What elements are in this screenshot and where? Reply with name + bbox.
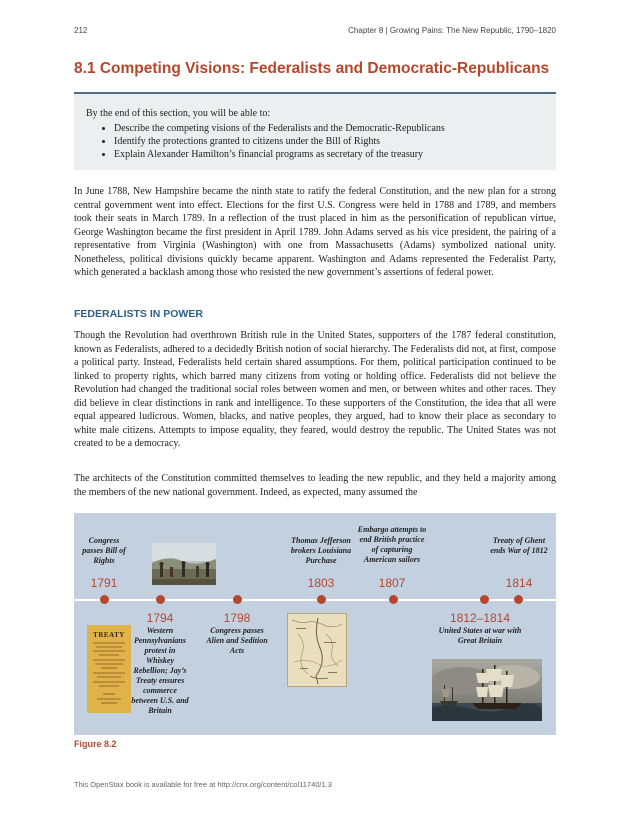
footer-note: This OpenStax book is available for free at http://cnx.org/content/col11740/1.3: [74, 780, 332, 789]
objective-item: • Explain Alexander Hamilton’s financial programs as secretary of the treasury: [114, 148, 544, 161]
event-1798-marker: [233, 595, 242, 604]
page-number: 212: [74, 26, 88, 35]
whiskey-rebellion-painting: [152, 543, 216, 585]
event-1791-text: Congress passes Bill of Rights: [82, 536, 126, 565]
objective-item: • Identify the protections granted to citizens under the Bill of Rights: [114, 135, 544, 148]
event-1798-year: 1798: [223, 611, 251, 625]
event-1807-year: 1807: [378, 576, 406, 590]
event-1794-year: 1794: [146, 611, 174, 625]
event-1798-text: Congress passes Alien and Sedition Acts: [206, 626, 268, 655]
subsection-title: FEDERALISTS IN POWER: [74, 308, 203, 320]
event-1791-year: 1791: [90, 576, 118, 590]
learning-objectives-box: [74, 92, 556, 170]
event-1814-year: 1814: [505, 576, 533, 590]
body-paragraph-2: Though the Revolution had overthrown British rule in the United States, supporters of the 1787 federal constitution, known as Federalists, adhered to a decidedly British notion of social hierarchy. The Federalists did not, at first, compose a political party. Instead, Federalists held certain shared assumptions. For them, political participation continued to be linked to property rights, which barred many citizens from voting or holding office. Federalists did not believe the Revolution had changed the traditional social roles between women and men, or between whites and other races. They did believe in clear distinctions in rank and intelligence. To these supporters of the Constitution, the idea that all were equal appeared ludicrous. Women, blacks, and native peoples, they argued, had to know their place as secondary to white male citizens. Attempts to impose equality, they feared, would destroy the republic. The United States was not created to be a democracy.: [74, 330, 556, 450]
figure-label: Figure 8.2: [74, 739, 117, 749]
event-1803-text: Thomas Jefferson brokers Louisiana Purchase: [290, 536, 352, 565]
treaty-title: TREATY: [93, 631, 125, 639]
event-1807-text: Embargo attempts to end British practice of capturing American sailors: [357, 525, 427, 564]
event-1794-marker: [156, 595, 165, 604]
event-1814-text: Treaty of Ghent ends War of 1812: [490, 536, 548, 555]
louisiana-purchase-map: [287, 613, 347, 687]
event-1812-marker: [480, 595, 489, 604]
section-title: 8.1 Competing Visions: Federalists and Democratic-Republicans: [74, 60, 550, 77]
timeline-figure: [74, 513, 556, 735]
jays-treaty-document: [87, 625, 131, 713]
objectives-list: [86, 122, 544, 161]
event-1794-text: Western Pennsylvanians protest in Whiskey Rebellion; Jay’s Treaty ensures commerce between U.S. and Britain: [131, 626, 189, 715]
objective-item: • Describe the competing visions of the Federalists and the Democratic-Republicans: [114, 122, 544, 135]
event-1791-marker: [100, 595, 109, 604]
event-1812-year: 1812–1814: [449, 611, 511, 625]
event-1807-marker: [389, 595, 398, 604]
event-1803-year: 1803: [307, 576, 335, 590]
event-1814-marker: [514, 595, 523, 604]
objectives-intro: By the end of this section, you will be able to:: [86, 108, 271, 119]
event-1812-text: United States at war with Great Britain: [438, 626, 522, 645]
event-1803-marker: [317, 595, 326, 604]
body-paragraph-3: The architects of the Constitution committed themselves to leading the new republic, and they held a majority among the members of the new national government. Indeed, as expected, many assumed the: [74, 473, 556, 498]
naval-battle-painting: [432, 659, 542, 721]
chapter-header: Chapter 8 | Growing Pains: The New Republic, 1790–1820: [348, 26, 556, 35]
body-paragraph-1: In June 1788, New Hampshire became the ninth state to ratify the federal Constitution, and the new plan for a strong central government went into effect. Elections for the first U.S. Congress were held in 1788 and 1789, and members took their seats in March 1789. In a reflection of the trust placed in him as the personification of republican virtue, George Washington became the first president in April 1789. John Adams served as his vice president, the pairing of a representative from Virginia (Washington) with one from Massachusetts (Adams) symbolized national unity. Nonetheless, political divisions quickly became apparent. Washington and Adams represented the Federalist Party, which generated a backlash among those who resisted the new government’s assertions of federal power.: [74, 186, 556, 279]
